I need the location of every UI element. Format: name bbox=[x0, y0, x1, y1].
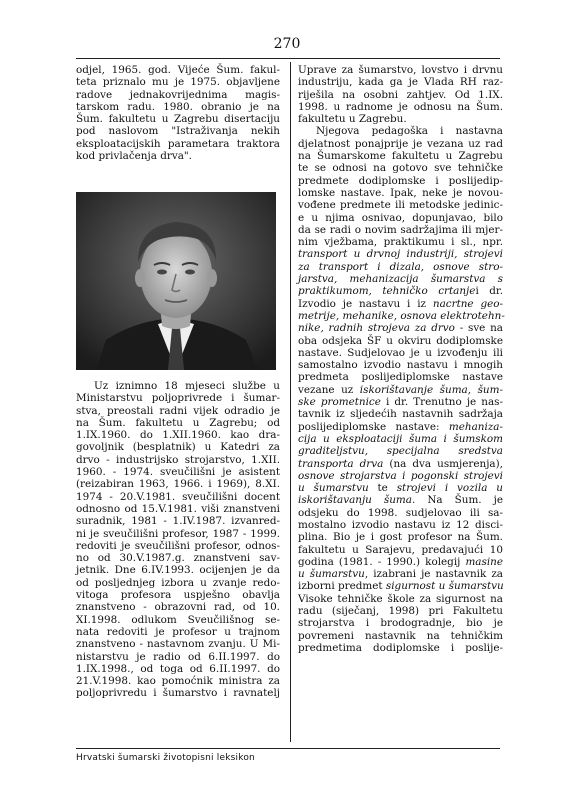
right-column-text bbox=[298, 64, 503, 654]
text-line: nim vježbama, praktikumu i sl., npr. bbox=[298, 236, 503, 249]
text-line: godina (1981. - 1990.) kolegij masine bbox=[298, 555, 503, 568]
text-line: praktikumom, tehničko crtanjei dr. bbox=[298, 285, 504, 298]
text-line: eksploatacijskih parametara traktora bbox=[76, 137, 280, 150]
text-line: te se odnosi na gotovo sve tehničke bbox=[298, 162, 503, 175]
text-line: 1998. u radnome je odnosu na Šum. bbox=[298, 100, 503, 113]
text-line: da se radi o novim sadržajima ili mjer- bbox=[298, 223, 503, 236]
text-line: ni je sveučilišni profesor, 1987 - 1999. bbox=[76, 527, 280, 540]
text-line: u šumarstvu, izabrani je nastavnik za bbox=[298, 568, 503, 581]
text-line: radu (siječanj, 1998) pri Fakultetu bbox=[298, 605, 503, 618]
text-line: predmete dodiplomske i poslijedip- bbox=[298, 174, 503, 187]
text-line: iskorištavanju šuma. Na Šum. je bbox=[298, 494, 503, 507]
text-line: XI.1998. odlukom Sveučilišnog se- bbox=[76, 613, 280, 626]
text-line: 21.V.1998. kao pomoćnik ministra za bbox=[76, 675, 280, 688]
text-line: fakultetu u Sarajevu, predavajući 10 bbox=[298, 543, 503, 556]
text-line: strojarstva i brodogradnje, bio je bbox=[298, 617, 503, 630]
text-line: Izvodio je nastavu i iz nacrtne geo- bbox=[298, 297, 504, 310]
text-line: suradnik, 1981 - 1.IV.1987. izvanred- bbox=[76, 515, 280, 528]
text-line: govoljnik (besplatnik) u Katedri za bbox=[76, 441, 280, 454]
page-number: 270 bbox=[273, 36, 301, 52]
text-line: odjel, 1965. god. Vijeće Šum. fakul- bbox=[76, 64, 280, 76]
text-line: cija u eksploataciji šuma i šumskom bbox=[298, 432, 503, 445]
text-line: oba odsjeka ŠF u okviru dodiplomske bbox=[298, 334, 503, 347]
text-line: osnove strojarstva i pogonski strojevi bbox=[298, 469, 503, 482]
text-line: Uprave za šumarstvo, lovstvo i drvnu bbox=[298, 64, 503, 76]
text-line: (reizabiran 1963, 1966. i 1969), 8.XI. bbox=[76, 478, 280, 491]
column-divider bbox=[290, 62, 291, 742]
text-line: odnosno od 15.V.1981. viši znanstveni bbox=[76, 502, 280, 515]
text-line: radove jednakovrijednima magis- bbox=[76, 88, 280, 101]
text-line: tavnik iz sljedećih nastavnih sadržaja bbox=[298, 408, 503, 421]
text-line: poljoprivredu i šumarstvo i ravnatelj bbox=[76, 687, 280, 700]
text-line: Ministarstvu poljoprivrede i šumar- bbox=[76, 392, 280, 405]
text-line: poslijediplomske nastave: mehaniza- bbox=[298, 420, 503, 433]
text-line: transport u drvnoj industriji, strojevi bbox=[298, 248, 503, 261]
text-line: samostalno izvodio nastavu i mnogih bbox=[298, 359, 503, 372]
text-line: drvo - industrijsko strojarstvo, 1.XII. bbox=[76, 453, 280, 466]
text-line: znanstveno - obrazovni rad, od 10. bbox=[76, 601, 280, 614]
text-line: na Šumarskome fakultetu u Zagrebu bbox=[298, 150, 503, 163]
text-line: 1.IX.1960. do 1.XII.1960. kao dra- bbox=[76, 429, 280, 442]
text-line: vezane uz iskorištavanje šuma, šum- bbox=[298, 383, 503, 396]
text-line: Uz iznimno 18 mjeseci službe u bbox=[94, 380, 280, 392]
text-line: 1.IX.1998., od toga od 6.II.1997. do bbox=[76, 662, 280, 675]
footer-rule bbox=[76, 748, 500, 749]
text-line: djelatnost ponajprije je vezana uz rad bbox=[298, 137, 503, 150]
text-line: mostalno izvodio nastavu iz 12 disci- bbox=[298, 518, 503, 531]
text-line: 1960. - 1974. sveučilišni je asistent bbox=[76, 466, 280, 479]
text-line: transporta drva (na dva usmjerenja), bbox=[298, 457, 503, 470]
text-line: vitoga profesora uspješno obavlja bbox=[76, 589, 280, 602]
text-line: od posljednjeg izbora u zvanje redo- bbox=[76, 576, 280, 589]
text-line: Visoke tehničke škole za sigurnost na bbox=[298, 592, 503, 605]
text-line: Njegova pedagoška i nastavna bbox=[316, 125, 503, 138]
left-column-top-text bbox=[76, 64, 280, 162]
text-line: nistarstvu je radio od 6.II.1997. do bbox=[76, 650, 280, 663]
text-line: e u njima osnivao, dopunjavao, bilo bbox=[298, 211, 503, 224]
text-line: lomske nastave. Ipak, neke je novou- bbox=[298, 186, 503, 199]
text-line: jarstva, mehanizacija šumarstva s bbox=[298, 273, 503, 286]
text-line: redoviti je sveučilišni profesor, odnos- bbox=[76, 539, 280, 552]
text-line: tarskom radu. 1980. obranio je na bbox=[76, 100, 280, 113]
portrait-photo bbox=[76, 192, 276, 370]
text-line: 1974 - 20.V.1981. sveučilišni docent bbox=[76, 490, 280, 503]
text-line: u šumarstvu te strojevi i vozila u bbox=[298, 482, 503, 495]
text-line: stva, preostali radni vijek odradio je bbox=[76, 404, 280, 417]
text-line: na Šum. fakultetu u Zagrebu; od bbox=[76, 416, 280, 429]
running-footer: Hrvatski šumarski životopisni leksikon bbox=[76, 753, 255, 763]
text-line: predmeta poslijediplomske nastave bbox=[298, 371, 503, 384]
text-line: jetnik. Dne 6.IV.1993. ocijenjen je da bbox=[76, 564, 280, 577]
text-line: nike, radnih strojeva za drvo - sve na bbox=[298, 322, 503, 335]
text-line: kod privlačenja drva". bbox=[76, 150, 192, 163]
text-line: ske prometnice i dr. Trenutno je nas- bbox=[298, 396, 503, 409]
text-line: fakultetu u Zagrebu. bbox=[298, 113, 407, 126]
text-line: plina. Bio je i gost profesor na Šum. bbox=[298, 531, 503, 544]
text-line: no od 30.V.1987.g. znanstveni sav- bbox=[76, 552, 280, 565]
text-line: metrije, mehanike, osnova elektrotehn- bbox=[298, 309, 505, 322]
text-line: odsjeku do 1998. sudjelovao ili sa- bbox=[298, 506, 503, 519]
text-line: predmetima dodiplomske i poslije- bbox=[298, 641, 503, 654]
text-line: za transport i dizala, osnove stro- bbox=[298, 260, 503, 273]
header-rule bbox=[76, 58, 500, 59]
text-line: nata redoviti je profesor u trajnom bbox=[76, 625, 280, 638]
text-line: vođene predmete ili metodske jedinic- bbox=[298, 199, 503, 212]
left-column-bottom-text bbox=[76, 380, 280, 700]
text-line: graditeljstvu, specijalna sredstva bbox=[298, 445, 503, 458]
text-line: izborni predmet sigurnost u šumarstvu bbox=[298, 580, 504, 593]
text-line: Šum. fakultetu u Zagrebu disertaciju bbox=[76, 113, 280, 126]
text-line: riješila na osobni zahtjev. Od 1.IX. bbox=[298, 88, 503, 101]
text-line: znanstveno - nastavnom zvanju. U Mi- bbox=[76, 638, 280, 651]
text-line: teta priznalo mu je 1975. objavljene bbox=[76, 76, 280, 89]
text-line: nastave. Sudjelovao je u izvođenju ili bbox=[298, 346, 503, 359]
text-line: industriju, kada ga je Vlada RH raz- bbox=[298, 76, 503, 89]
text-line: povremeni nastavnik na tehničkim bbox=[298, 629, 503, 642]
text-line: pod naslovom "Istraživanja nekih bbox=[76, 125, 280, 138]
